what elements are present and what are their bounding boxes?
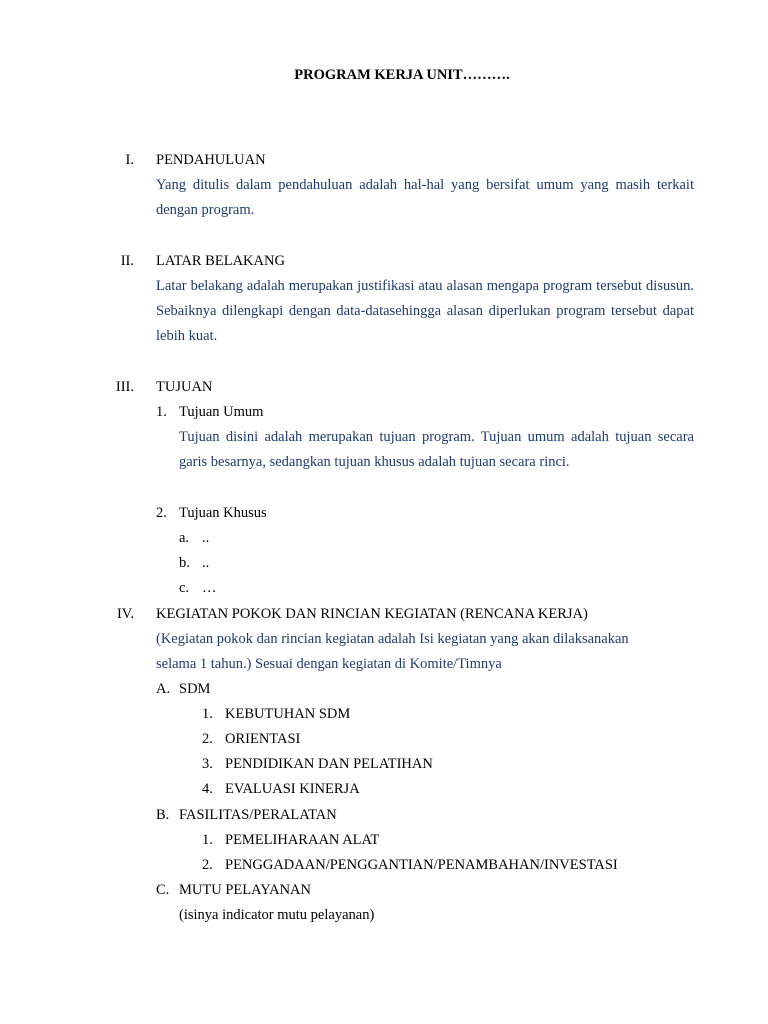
subsection-c-mark: C. <box>156 882 170 898</box>
section-4-heading: KEGIATAN POKOK DAN RINCIAN KEGIATAN (RENCANA KERJA) <box>156 606 588 622</box>
subsection-b-mark: B. <box>156 807 170 823</box>
tujuan-umum-label: Tujuan Umum <box>179 404 264 420</box>
tujuan-umum-number: 1. <box>156 404 167 420</box>
tujuan-khusus-b-text: .. <box>202 555 210 571</box>
section-2-body: Latar belakang adalah merupakan justifikasi atau alasan mengapa program tersebut disusun. Sebaiknya dilengkapi dengan data-datasehingga alasan diperlukan program tersebut dapat lebih kuat. <box>156 278 694 345</box>
section-3-heading: TUJUAN <box>156 379 213 395</box>
section-2-heading: LATAR BELAKANG <box>156 253 285 269</box>
section-1-body: Yang ditulis dalam pendahuluan adalah hal-hal yang bersifat umum yang masih terkait dengan program. <box>156 177 694 219</box>
section-4-number: IV. <box>116 606 134 622</box>
sdm-item-4-number: 4. <box>202 781 213 797</box>
sdm-item-2-number: 2. <box>202 731 213 747</box>
tujuan-khusus-c-mark: c. <box>179 580 190 596</box>
section-2-number: II. <box>120 253 134 269</box>
tujuan-khusus-c-text: … <box>202 580 217 596</box>
fasilitas-item-2-number: 2. <box>202 857 213 873</box>
subsection-a-label: SDM <box>179 681 211 697</box>
section-1-heading: PENDAHULUAN <box>156 152 266 168</box>
tujuan-khusus-number: 2. <box>156 505 167 521</box>
tujuan-khusus-a-text: .. <box>202 530 210 546</box>
fasilitas-item-1-text: PEMELIHARAAN ALAT <box>225 832 380 848</box>
section-4-note-line-2: selama 1 tahun.) Sesuai dengan kegiatan di Komite/Timnya <box>156 656 502 672</box>
tujuan-khusus-label: Tujuan Khusus <box>179 505 267 521</box>
subsection-a-mark: A. <box>156 681 171 697</box>
sdm-item-2-text: ORIENTASI <box>225 731 301 747</box>
section-3-number: III. <box>115 379 134 395</box>
subsection-b-label: FASILITAS/PERALATAN <box>179 807 337 823</box>
sdm-item-3-text: PENDIDIKAN DAN PELATIHAN <box>225 756 433 772</box>
fasilitas-item-2-text: PENGGADAAN/PENGGANTIAN/PENAMBAHAN/INVESTASI <box>225 857 618 873</box>
document-title: PROGRAM KERJA UNIT………. <box>294 67 510 83</box>
tujuan-umum-body: Tujuan disini adalah merupakan tujuan program. Tujuan umum adalah tujuan secara garis besarnya, sedangkan tujuan khusus adalah tujuan secara rinci. <box>179 429 694 471</box>
section-4-note-line-1: (Kegiatan pokok dan rincian kegiatan adalah Isi kegiatan yang akan dilaksanakan <box>156 631 629 647</box>
sdm-item-1-number: 1. <box>202 706 213 722</box>
sdm-item-1-text: KEBUTUHAN SDM <box>225 706 351 722</box>
section-1-number: I. <box>125 152 134 168</box>
fasilitas-item-1-number: 1. <box>202 832 213 848</box>
subsection-c-note: (isinya indicator mutu pelayanan) <box>179 907 375 923</box>
sdm-item-3-number: 3. <box>202 756 213 772</box>
subsection-c-label: MUTU PELAYANAN <box>179 882 311 898</box>
sdm-item-4-text: EVALUASI KINERJA <box>225 781 360 797</box>
tujuan-khusus-b-mark: b. <box>179 555 190 571</box>
tujuan-khusus-a-mark: a. <box>179 530 190 546</box>
